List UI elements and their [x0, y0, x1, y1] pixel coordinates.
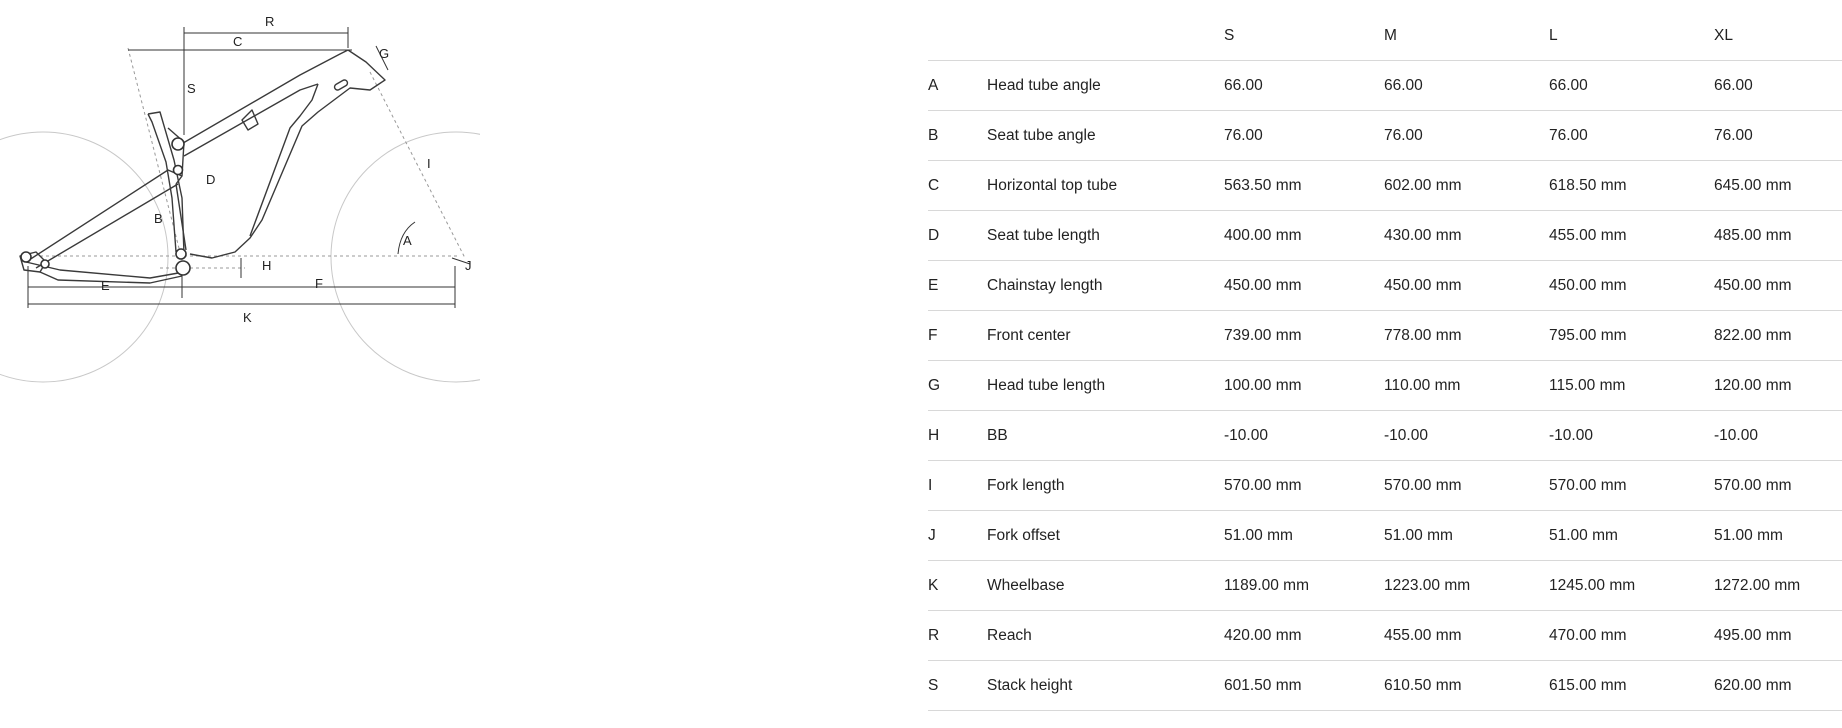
table-row — [928, 311, 1842, 361]
row-value-size-xl: 1272.00 mm — [1714, 561, 1842, 611]
dim-label-d: D — [206, 172, 216, 187]
row-value-size-m: 76.00 — [1384, 111, 1549, 161]
bottom-bracket — [176, 261, 190, 275]
row-value-size-xl: 76.00 — [1714, 111, 1842, 161]
row-value-size-s: 1189.00 mm — [1224, 561, 1384, 611]
row-value-size-xl: 620.00 mm — [1714, 661, 1842, 711]
steering-axis-line — [370, 72, 465, 258]
table-row — [928, 511, 1842, 561]
row-measurement-name: Wheelbase — [987, 561, 1224, 611]
row-letter: F — [928, 311, 987, 361]
row-measurement-name: Fork offset — [987, 511, 1224, 561]
row-value-size-l: 51.00 mm — [1549, 511, 1714, 561]
row-value-size-s: 400.00 mm — [1224, 211, 1384, 261]
row-measurement-name: Seat tube length — [987, 211, 1224, 261]
row-letter: R — [928, 611, 987, 661]
pivot-rocker — [174, 166, 183, 175]
row-value-size-xl: 51.00 mm — [1714, 511, 1842, 561]
row-value-size-s: 570.00 mm — [1224, 461, 1384, 511]
row-value-size-m: 430.00 mm — [1384, 211, 1549, 261]
table-body — [928, 61, 1842, 711]
row-letter: B — [928, 111, 987, 161]
row-measurement-name: Stack height — [987, 661, 1224, 711]
row-value-size-m: 51.00 mm — [1384, 511, 1549, 561]
row-value-size-l: 115.00 mm — [1549, 361, 1714, 411]
row-value-size-xl: 822.00 mm — [1714, 311, 1842, 361]
table-row — [928, 161, 1842, 211]
dim-label-c: C — [233, 34, 243, 49]
dim-label-j: J — [465, 258, 472, 273]
row-value-size-s: 739.00 mm — [1224, 311, 1384, 361]
row-value-size-xl: 66.00 — [1714, 61, 1842, 111]
row-value-size-xl: -10.00 — [1714, 411, 1842, 461]
row-value-size-l: 76.00 — [1549, 111, 1714, 161]
row-value-size-m: 602.00 mm — [1384, 161, 1549, 211]
dimension-lines — [28, 27, 470, 308]
row-measurement-name: Fork length — [987, 461, 1224, 511]
row-value-size-l: 795.00 mm — [1549, 311, 1714, 361]
header-measurement — [987, 12, 1224, 61]
dim-label-s: S — [187, 81, 196, 96]
row-value-size-xl: 495.00 mm — [1714, 611, 1842, 661]
row-letter: S — [928, 661, 987, 711]
row-measurement-name: Chainstay length — [987, 261, 1224, 311]
pivot-upper — [172, 138, 184, 150]
dim-label-f: F — [315, 276, 323, 291]
row-measurement-name: Seat tube angle — [987, 111, 1224, 161]
table-row — [928, 611, 1842, 661]
header-size-m: M — [1384, 12, 1549, 61]
pivot-main — [176, 249, 186, 259]
header-letter — [928, 12, 987, 61]
row-value-size-m: 610.50 mm — [1384, 661, 1549, 711]
row-value-size-l: 470.00 mm — [1549, 611, 1714, 661]
table-row — [928, 361, 1842, 411]
row-measurement-name: Head tube angle — [987, 61, 1224, 111]
row-value-size-m: 778.00 mm — [1384, 311, 1549, 361]
row-letter: I — [928, 461, 987, 511]
row-measurement-name: Front center — [987, 311, 1224, 361]
dim-label-h: H — [262, 258, 272, 273]
row-letter: J — [928, 511, 987, 561]
row-measurement-name: Horizontal top tube — [987, 161, 1224, 211]
row-value-size-s: 450.00 mm — [1224, 261, 1384, 311]
row-value-size-xl: 570.00 mm — [1714, 461, 1842, 511]
row-letter: A — [928, 61, 987, 111]
geometry-table — [928, 12, 1842, 711]
row-letter: C — [928, 161, 987, 211]
row-value-size-s: 51.00 mm — [1224, 511, 1384, 561]
dim-label-r: R — [265, 14, 275, 29]
row-value-size-m: -10.00 — [1384, 411, 1549, 461]
row-value-size-l: 615.00 mm — [1549, 661, 1714, 711]
row-measurement-name: BB — [987, 411, 1224, 461]
row-value-size-s: 601.50 mm — [1224, 661, 1384, 711]
row-value-size-l: -10.00 — [1549, 411, 1714, 461]
row-letter: E — [928, 261, 987, 311]
row-value-size-m: 66.00 — [1384, 61, 1549, 111]
row-value-size-s: 66.00 — [1224, 61, 1384, 111]
row-value-size-l: 1245.00 mm — [1549, 561, 1714, 611]
table-row — [928, 61, 1842, 111]
dim-label-a: A — [403, 233, 412, 248]
row-letter: H — [928, 411, 987, 461]
row-letter: G — [928, 361, 987, 411]
row-letter: K — [928, 561, 987, 611]
row-value-size-l: 570.00 mm — [1549, 461, 1714, 511]
dim-label-e: E — [101, 278, 110, 293]
bike-geometry-diagram — [0, 0, 480, 400]
table-row — [928, 461, 1842, 511]
row-value-size-m: 570.00 mm — [1384, 461, 1549, 511]
row-value-size-xl: 120.00 mm — [1714, 361, 1842, 411]
row-value-size-s: -10.00 — [1224, 411, 1384, 461]
table-row — [928, 261, 1842, 311]
table-row — [928, 561, 1842, 611]
header-size-s: S — [1224, 12, 1384, 61]
row-measurement-name: Head tube length — [987, 361, 1224, 411]
row-value-size-m: 450.00 mm — [1384, 261, 1549, 311]
row-value-size-xl: 450.00 mm — [1714, 261, 1842, 311]
dim-label-k: K — [243, 310, 252, 325]
table-row — [928, 411, 1842, 461]
row-value-size-s: 563.50 mm — [1224, 161, 1384, 211]
row-value-size-s: 100.00 mm — [1224, 361, 1384, 411]
row-value-size-m: 110.00 mm — [1384, 361, 1549, 411]
rear-axle — [21, 252, 31, 262]
table-row — [928, 111, 1842, 161]
row-value-size-l: 455.00 mm — [1549, 211, 1714, 261]
row-value-size-s: 420.00 mm — [1224, 611, 1384, 661]
row-value-size-l: 618.50 mm — [1549, 161, 1714, 211]
front-wheel-outline — [331, 132, 480, 382]
table-header-row — [928, 12, 1842, 61]
dim-label-b: B — [154, 211, 163, 226]
row-value-size-xl: 485.00 mm — [1714, 211, 1842, 261]
row-value-size-m: 1223.00 mm — [1384, 561, 1549, 611]
row-value-size-m: 455.00 mm — [1384, 611, 1549, 661]
bike-frame — [20, 50, 385, 283]
rear-pivot — [41, 260, 49, 268]
dim-label-i: I — [427, 156, 431, 171]
row-value-size-xl: 645.00 mm — [1714, 161, 1842, 211]
row-value-size-l: 450.00 mm — [1549, 261, 1714, 311]
header-size-xl: XL — [1714, 12, 1842, 61]
row-measurement-name: Reach — [987, 611, 1224, 661]
row-letter: D — [928, 211, 987, 261]
table-row — [928, 661, 1842, 711]
row-value-size-s: 76.00 — [1224, 111, 1384, 161]
table-row — [928, 211, 1842, 261]
header-size-l: L — [1549, 12, 1714, 61]
dim-label-g: G — [379, 46, 390, 61]
row-value-size-l: 66.00 — [1549, 61, 1714, 111]
